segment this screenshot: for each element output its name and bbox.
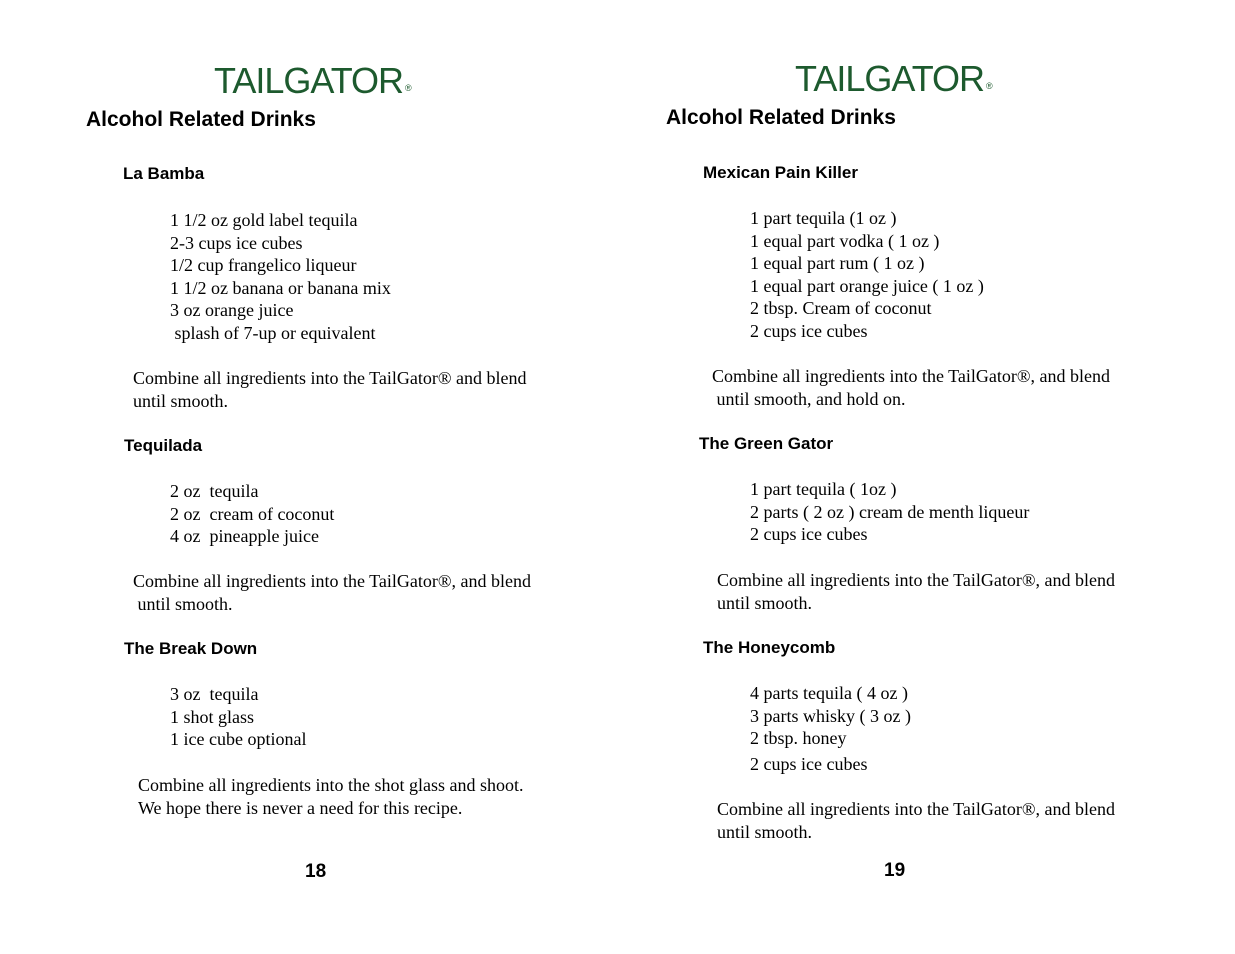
ingredient-item: 2 cups ice cubes	[750, 524, 868, 545]
section-title: Alcohol Related Drinks	[666, 106, 896, 129]
ingredient-item: 1 ice cube optional	[170, 729, 307, 750]
instruction-line: until smooth.	[133, 593, 233, 614]
instruction-line: Combine all ingredients into the TailGator®, and blend	[717, 570, 1116, 590]
recipe-title-la-bamba: La Bamba	[123, 164, 205, 183]
instruction-line: We hope there is never a need for this recipe.	[138, 797, 463, 818]
recipe-instructions	[717, 798, 1115, 843]
logo-registered-mark: ®	[405, 83, 412, 93]
tailgator-logo	[214, 60, 412, 101]
ingredient-item: 2 tbsp. honey	[750, 728, 847, 749]
ingredient-item: 2 cups ice cubes	[750, 320, 868, 341]
recipe-title-the-green-gator: The Green Gator	[699, 434, 834, 453]
tailgator-logo	[795, 58, 993, 99]
ingredient-item: 3 parts whisky ( 3 oz )	[750, 705, 911, 726]
ingredient-item: 1 equal part vodka ( 1 oz )	[750, 230, 940, 251]
recipe-title-the-honeycomb: The Honeycomb	[703, 638, 836, 657]
ingredient-item: 1 equal part rum ( 1 oz )	[750, 253, 925, 274]
ingredient-item: splash of 7-up or equivalent	[170, 322, 376, 343]
recipe-instructions	[717, 569, 1115, 614]
ingredient-item: 3 oz orange juice	[170, 300, 294, 321]
ingredient-item: 3 oz tequila	[170, 684, 259, 704]
page-19	[617, 0, 1234, 954]
ingredient-list	[170, 209, 391, 345]
recipe-instructions	[712, 365, 1110, 410]
ingredient-item: 1 part tequila (1 oz )	[750, 208, 897, 228]
instruction-line: until smooth.	[717, 821, 813, 842]
ingredient-item: 4 oz pineapple juice	[170, 526, 319, 547]
page-18	[0, 0, 617, 954]
recipe-title-tequilada: Tequilada	[124, 436, 203, 455]
ingredient-list	[170, 480, 334, 548]
ingredient-item: 1 equal part orange juice ( 1 oz )	[750, 275, 984, 296]
ingredient-item: 4 parts tequila ( 4 oz )	[750, 683, 908, 703]
instruction-line: until smooth, and hold on.	[712, 388, 906, 409]
instruction-line: Combine all ingredients into the TailGator®, and blend	[717, 799, 1116, 819]
ingredient-item: 1 part tequila ( 1oz )	[750, 479, 897, 499]
instruction-line: until smooth.	[717, 592, 813, 613]
logo-registered-mark: ®	[986, 81, 993, 91]
ingredient-item: 2-3 cups ice cubes	[170, 232, 303, 253]
ingredient-item: 1/2 cup frangelico liqueur	[170, 255, 357, 276]
instruction-line: Combine all ingredients into the shot glass and shoot.	[138, 775, 524, 795]
ingredient-item: 1 1/2 oz gold label tequila	[170, 210, 358, 230]
recipe-instructions	[133, 367, 527, 412]
ingredient-item: 2 oz cream of coconut	[170, 503, 335, 524]
instruction-line: until smooth.	[133, 390, 229, 411]
instruction-line: Combine all ingredients into the TailGator®, and blend	[712, 366, 1111, 386]
recipe-instructions	[133, 570, 531, 615]
ingredient-item: 2 cups ice cubes	[750, 753, 868, 774]
page-number: 19	[884, 860, 906, 881]
ingredient-item: 2 tbsp. Cream of coconut	[750, 298, 932, 319]
page-number: 18	[305, 861, 327, 882]
logo-text: TAILGATOR	[214, 60, 404, 101]
recipe-instructions	[138, 774, 523, 819]
section-title: Alcohol Related Drinks	[86, 108, 316, 131]
ingredient-list	[750, 207, 984, 343]
ingredient-item: 1 1/2 oz banana or banana mix	[170, 277, 391, 298]
ingredient-list	[170, 683, 306, 751]
instruction-line: Combine all ingredients into the TailGator® and blend	[133, 368, 527, 388]
instruction-line: Combine all ingredients into the TailGator®, and blend	[133, 571, 532, 591]
ingredient-item: 2 oz tequila	[170, 481, 259, 501]
recipe-title-the-break-down: The Break Down	[124, 639, 258, 658]
logo-text: TAILGATOR	[795, 58, 985, 99]
ingredient-item: 1 shot glass	[170, 706, 255, 727]
ingredient-list	[750, 478, 1029, 546]
recipe-title-mexican-pain-killer: Mexican Pain Killer	[703, 163, 858, 182]
ingredient-list	[750, 682, 911, 775]
ingredient-item: 2 parts ( 2 oz ) cream de menth liqueur	[750, 501, 1030, 522]
